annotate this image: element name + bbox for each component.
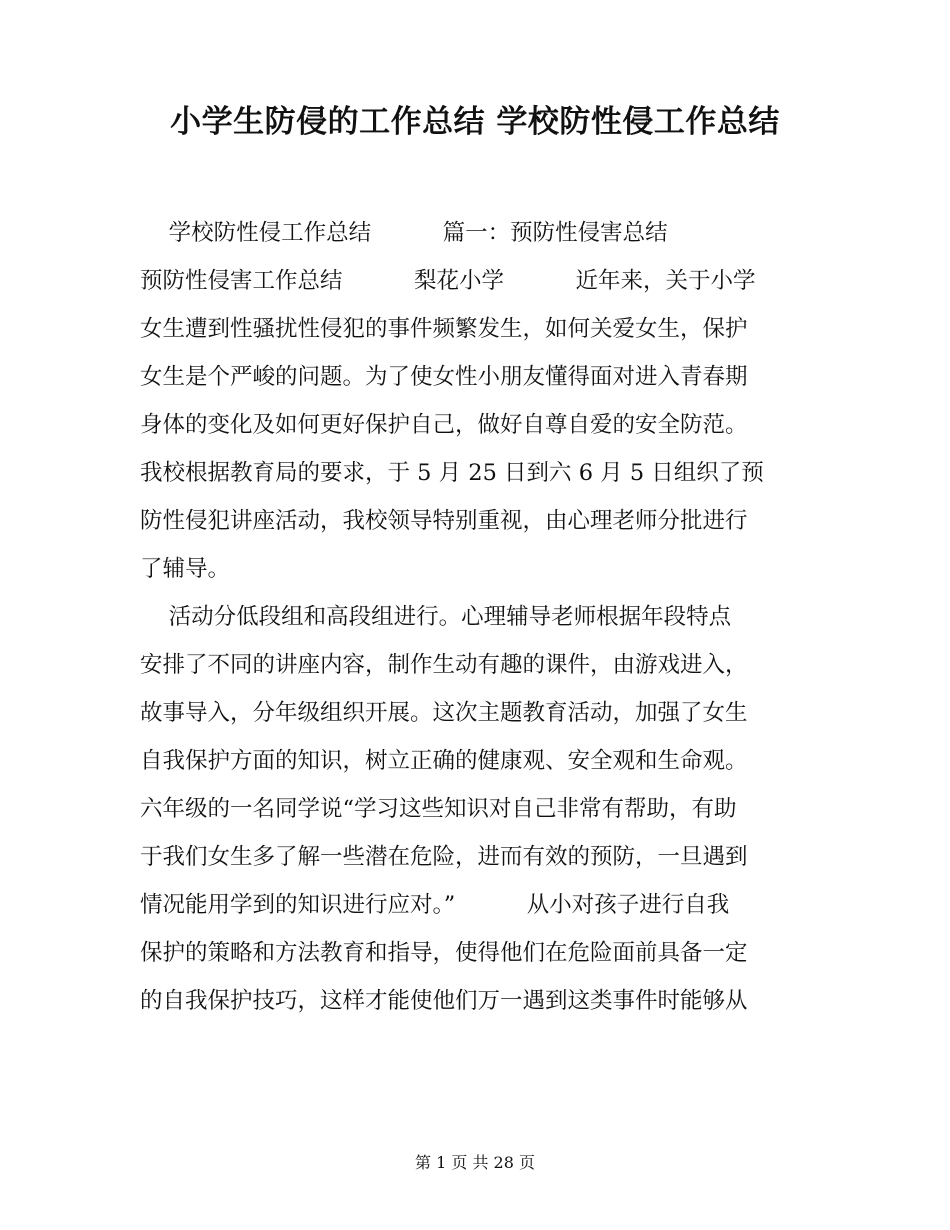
body-line: 于我们女生多了解一些潜在危险，进而有效的预防，一旦遇到 bbox=[140, 844, 748, 870]
body-line: 女生是个严峻的问题。为了使女性小朋友懂得面对进入青春期 bbox=[140, 364, 748, 390]
body-line: 保护的策略和方法教育和指导，使得他们在危险面前具备一定 bbox=[140, 940, 748, 966]
page-number-footer: 第 1 页 共 28 页 bbox=[415, 1153, 535, 1172]
body-line: 故事导入，分年级组织开展。这次主题教育活动，加强了女生 bbox=[140, 700, 748, 726]
body-line: 的自我保护技巧，这样才能使他们万一遇到这类事件时能够从 bbox=[140, 988, 748, 1014]
body-line: 学校防性侵工作总结 篇一：预防性侵害总结 bbox=[140, 220, 668, 246]
body-line: 身体的变化及如何更好保护自己，做好自尊自爱的安全防范。 bbox=[140, 412, 748, 438]
document-title: 小学生防侵的工作总结 学校防性侵工作总结 bbox=[170, 104, 780, 140]
body-line: 预防性侵害工作总结 梨花小学 近年来，关于小学 bbox=[140, 268, 756, 294]
body-line: 六年级的一名同学说“学习这些知识对自己非常有帮助，有助 bbox=[140, 796, 737, 822]
body-line: 情况能用学到的知识进行应对。” 从小对孩子进行自我 bbox=[140, 892, 730, 918]
body-line: 女生遭到性骚扰性侵犯的事件频繁发生，如何关爱女生，保护 bbox=[140, 316, 748, 342]
body-line: 我校根据教育局的要求，于 5 月 25 日到六 6 月 5 日组织了预 bbox=[140, 460, 764, 486]
body-line: 防性侵犯讲座活动，我校领导特别重视，由心理老师分批进行 bbox=[140, 508, 748, 534]
body-line: 了辅导。 bbox=[140, 556, 231, 582]
body-line: 自我保护方面的知识，树立正确的健康观、安全观和生命观。 bbox=[140, 748, 748, 774]
body-line: 活动分低段组和高段组进行。心理辅导老师根据年段特点 bbox=[140, 604, 732, 630]
body-line: 安排了不同的讲座内容，制作生动有趣的课件，由游戏进入， bbox=[140, 652, 748, 678]
